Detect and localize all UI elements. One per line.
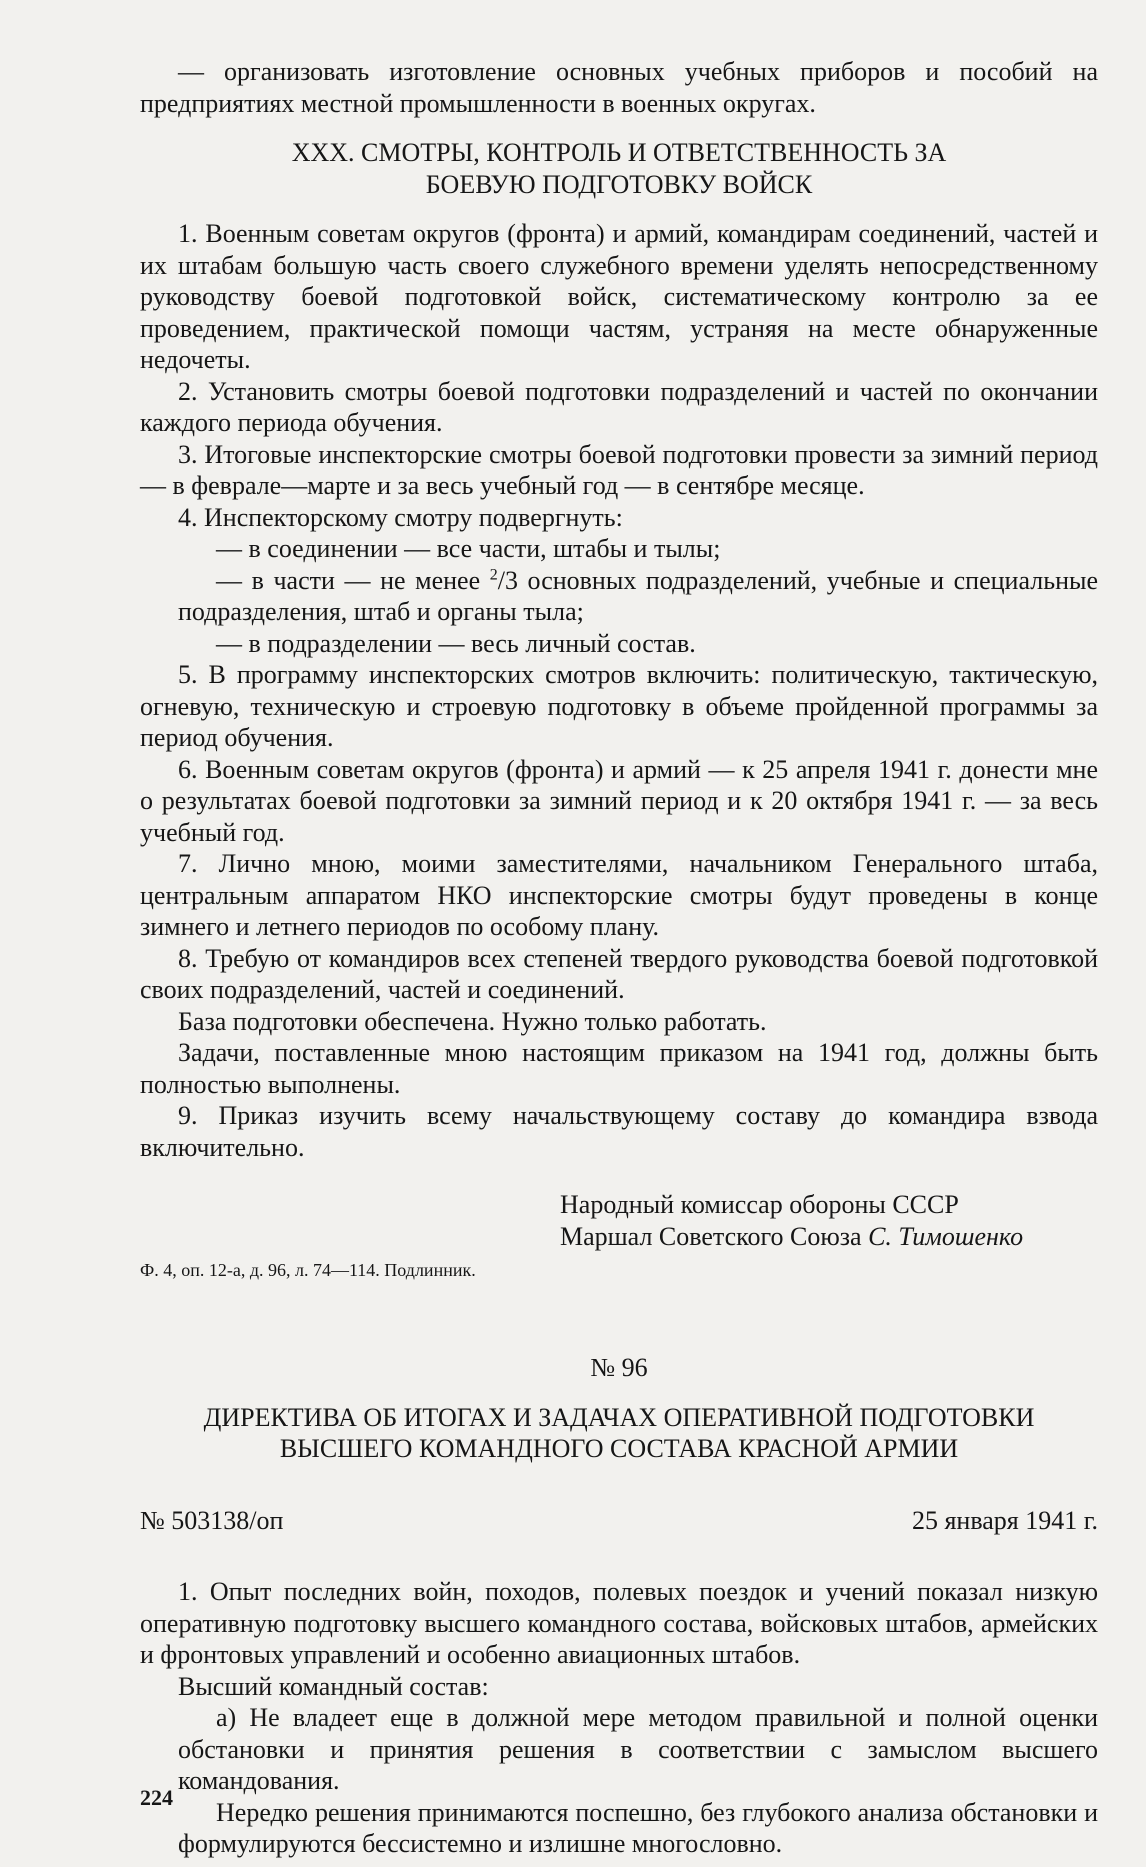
directive-often: Нередко решения принимаются поспешно, без глубокого анализа обстановки и формулируются бессистемно и излишне многословно. <box>178 1797 1098 1858</box>
item-8: 8. Требую от командиров всех степеней твердого руководства боевой подготовкой своих подразделений, частей и соединений. <box>140 943 1098 1004</box>
item-5: 5. В программу инспекторских смотров включить: политическую, тактическую, огневую, техническую и строевую подготовку в объеме пройденной программы за период обучения. <box>140 660 1098 752</box>
archive-source: Ф. 4, оп. 12-а, д. 96, л. 74—114. Подлинник. <box>140 1260 476 1280</box>
directive-senior-staff: Высший командный состав: <box>178 1671 489 1701</box>
item-9: 9. Приказ изучить всему начальствующему составу до командира взвода включительно. <box>140 1101 1098 1162</box>
item-2: 2. Установить смотры боевой подготовки подразделений и частей по окончании каждого периода обучения. <box>140 376 1098 437</box>
item-7: 7. Лично мною, моими заместителями, начальником Генерального штаба, центральным аппаратом НКО инспекторские смотры будут проведены в конце зимнего и летнего периодов по особому плану. <box>140 849 1098 941</box>
item-4: 4. Инспекторскому смотру подвергнуть: <box>178 502 623 532</box>
item-4b-post: /3 основных подразделений, учебные и специальные подразделения, штаб и органы тыла; <box>178 565 1098 626</box>
registration-number: № 503138/оп <box>140 1505 284 1535</box>
directive-item-a: а) Не владеет еще в должной мере методом правильной и полной оценки обстановки и принятия решения в соответствии с замыслом высшего командования. <box>178 1703 1098 1795</box>
signature-line-1: Народный комиссар обороны СССР <box>560 1190 959 1219</box>
signature-name: С. Тимошенко <box>868 1221 1024 1251</box>
registration-row <box>140 1505 1098 1537</box>
item-4c: — в подразделении — весь личный состав. <box>216 628 696 658</box>
document-title-line-1: ДИРЕКТИВА ОБ ИТОГАХ И ЗАДАЧАХ ОПЕРАТИВНОЙ ПОДГОТОВКИ <box>203 1402 1035 1432</box>
section-title-line-2: БОЕВУЮ ПОДГОТОВКУ ВОЙСК <box>425 169 813 199</box>
signature-rank: Маршал Советского Союза <box>560 1221 869 1251</box>
page-body <box>140 56 1098 1860</box>
signature-line-2 <box>140 1221 1098 1253</box>
item-1: 1. Военным советам округов (фронта) и армий, командирам соединений, частей и их штабам большую часть своего служебного времени уделять непосредственному руководству боевой подготовкой войск, систематическому контролю за ее проведением, практической помощи частям, устраняя на месте обнаруженные недочеты. <box>140 219 1098 374</box>
intro-paragraph: — организовать изготовление основных учебных приборов и пособий на предприятиях местной промышленности в военных округах. <box>140 57 1098 118</box>
base-line: База подготовки обеспечена. Нужно только работать. <box>178 1006 767 1036</box>
item-4a: — в соединении — все части, штабы и тылы; <box>216 534 721 563</box>
item-6: 6. Военным советам округов (фронта) и армий — к 25 апреля 1941 г. донести мне о результатах боевой подготовки за зимний период и к 20 октября 1941 г. — за весь учебный год. <box>140 754 1098 847</box>
document-date: 25 января 1941 г. <box>911 1505 1098 1535</box>
section-title-line-1: XXX. СМОТРЫ, КОНТРОЛЬ И ОТВЕТСТВЕННОСТЬ ЗА <box>291 138 947 167</box>
directive-item-1: 1. Опыт последних войн, походов, полевых поездок и учений показал низкую оперативную подготовку высшего командного состава, войсковых штабов, армейских и фронтовых управлений и особенно авиационных штабов. <box>140 1577 1098 1669</box>
document-number: № 96 <box>590 1353 648 1382</box>
item-4b-pre: — в части — не менее <box>216 565 490 595</box>
item-4b-fraction: 2 <box>489 565 498 583</box>
page-number: 224 <box>140 1785 173 1810</box>
document-title-line-2: ВЫСШЕГО КОМАНДНОГО СОСТАВА КРАСНОЙ АРМИИ <box>279 1434 959 1463</box>
item-3: 3. Итоговые инспекторские смотры боевой подготовки провести за зимний период — в феврале—марте и за весь учебный год — в сентябре месяце. <box>140 439 1098 500</box>
tasks-line: Задачи, поставленные мною настоящим приказом на 1941 год, должны быть полностью выполнены. <box>140 1038 1098 1099</box>
item-4b <box>140 565 1098 628</box>
